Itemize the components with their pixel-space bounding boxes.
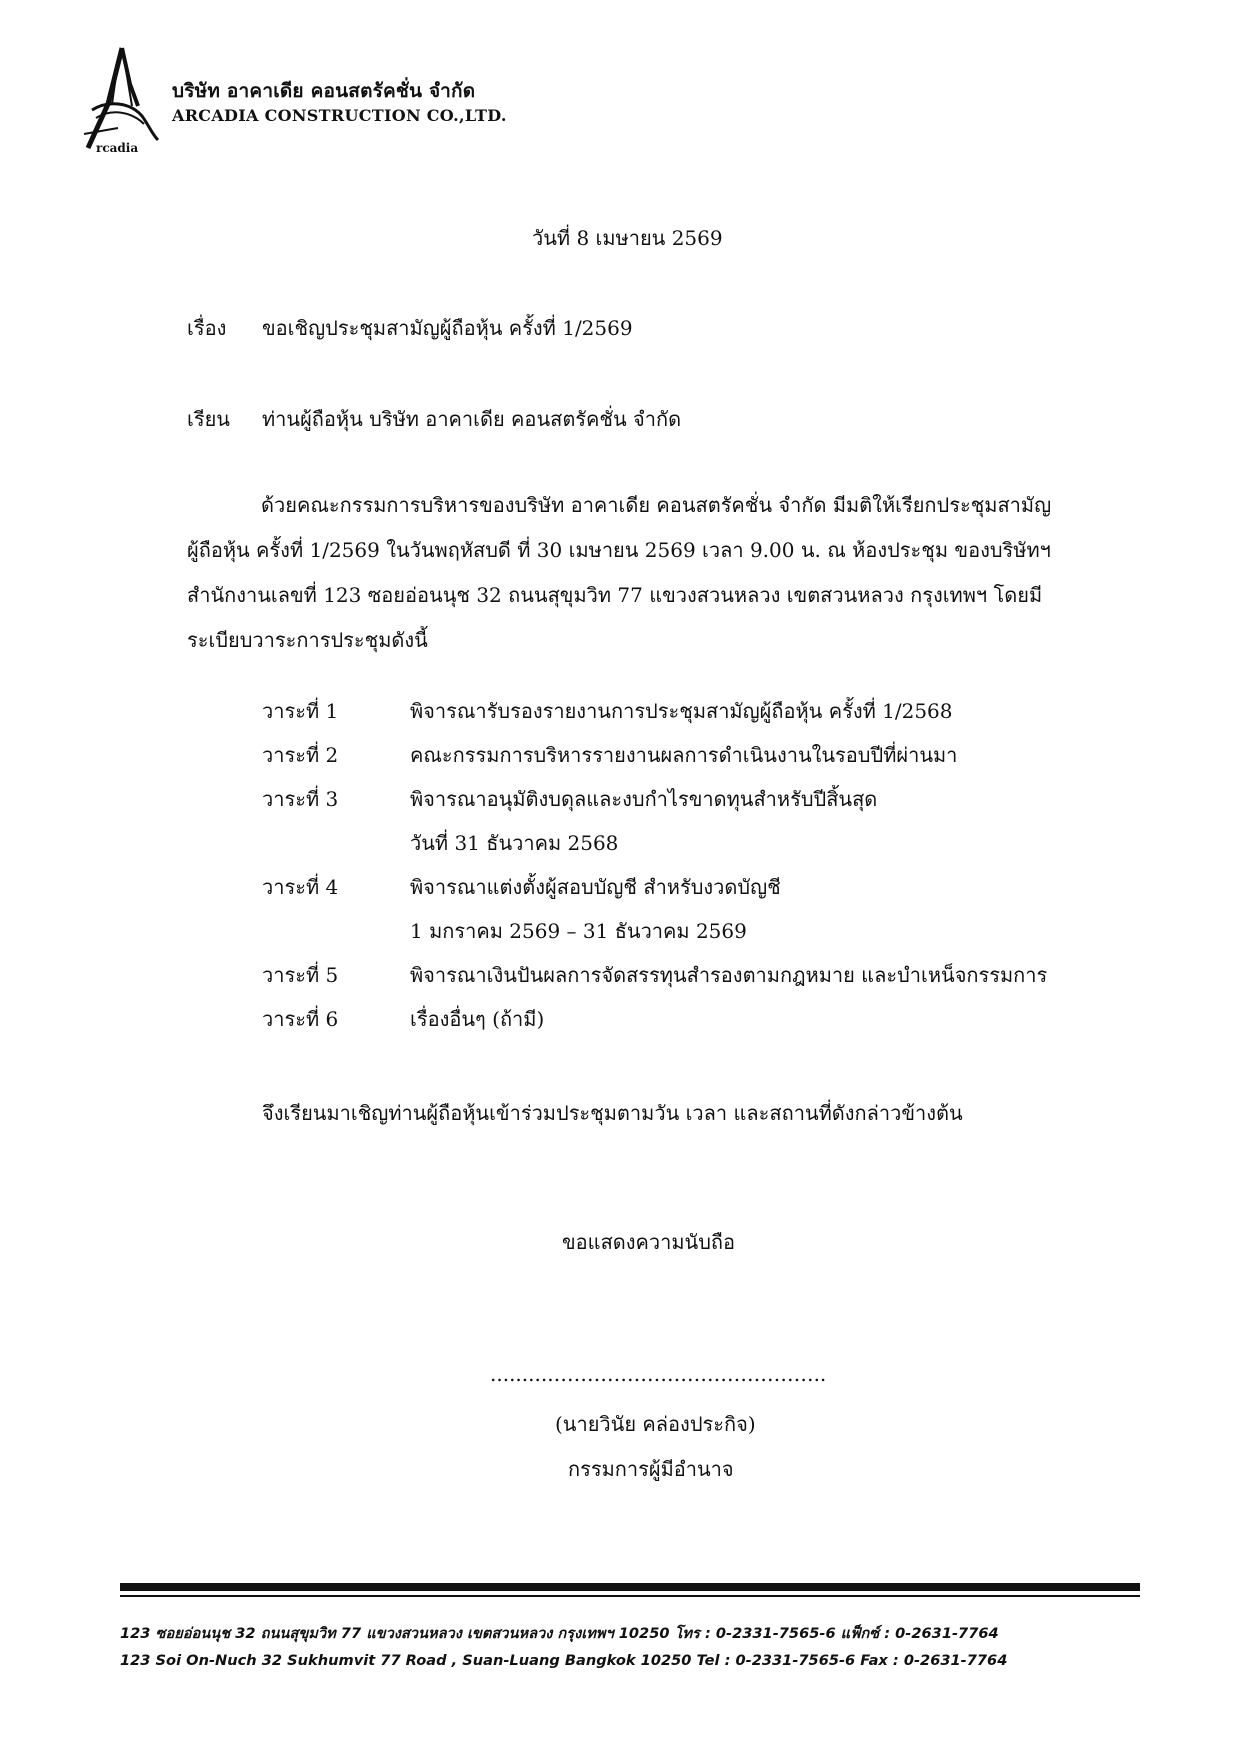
agenda-text: พิจารณารับรองรายงานการประชุมสามัญผู้ถือหุ้น ครั้งที่ 1/2568 — [410, 699, 953, 723]
footer-address-english: 123 Soi On-Nuch 32 Sukhumvit 77 Road , Suan-Luang Bangkok 10250 Tel : 0-2331-7565-6 Fax : 0-2631-7764 — [120, 1652, 1008, 1669]
footer-divider-thin — [120, 1595, 1140, 1597]
company-name-english: ARCADIA CONSTRUCTION CO.,LTD. — [172, 106, 507, 125]
agenda-text: พิจารณาเงินปันผลการจัดสรรทุนสำรองตามกฎหมาย และบำเหน็จกรรมการ — [410, 963, 1048, 987]
agenda-text: พิจารณาแต่งตั้งผู้สอบบัญชี สำหรับงวดบัญชี — [410, 875, 781, 899]
arcadia-logo-icon — [78, 44, 168, 156]
agenda-text: คณะกรรมการบริหารรายงานผลการดำเนินงานในรอบปีที่ผ่านมา — [410, 743, 958, 767]
agenda-item — [262, 959, 1122, 1003]
agenda-label: วาระที่ 1 — [262, 699, 339, 723]
agenda-subtext: 1 มกราคม 2569 – 31 ธันวาคม 2569 — [410, 919, 747, 943]
body-line: ผู้ถือหุ้น ครั้งที่ 1/2569 ในวันพฤหัสบดี ที่ 30 เมษายน 2569 เวลา 9.00 น. ณ ห้องประชุม ของบริษัทฯ — [187, 538, 1051, 562]
footer-divider-thick — [120, 1583, 1140, 1591]
company-logo — [78, 44, 168, 156]
agenda-item — [262, 695, 1122, 739]
recipient-label: เรียน — [187, 407, 230, 431]
agenda-subtext: วันที่ 31 ธันวาคม 2568 — [410, 831, 619, 855]
body-line: ด้วยคณะกรรมการบริหารของบริษัท อาคาเดีย คอนสตรัคชั่น จำกัด มีมติให้เรียกประชุมสามัญ — [261, 493, 1052, 517]
footer-address-thai: 123 ซอยอ่อนนุช 32 ถนนสุขุมวิท 77 แขวงสวนหลวง เขตสวนหลวง กรุงเทพฯ 10250 โทร : 0-2331-7565-6 แฟ็กซ์ : 0-2631-7764 — [120, 1625, 999, 1642]
agenda-item — [262, 783, 1122, 871]
body-line: ระเบียบวาระการประชุมดังนี้ — [187, 628, 428, 652]
agenda-item — [262, 1003, 1122, 1047]
agenda-list — [262, 695, 1122, 1047]
company-name-thai: บริษัท อาคาเดีย คอนสตรัคชั่น จำกัด — [172, 80, 476, 102]
signer-title: กรรมการผู้มีอำนาจ — [568, 1457, 734, 1481]
letter-date: วันที่ 8 เมษายน 2569 — [532, 226, 723, 250]
signer-name: (นายวินัย คล่องประกิจ) — [555, 1412, 756, 1436]
svg-text:rcadia: rcadia — [96, 141, 139, 155]
agenda-label: วาระที่ 4 — [262, 875, 339, 899]
subject-label: เรื่อง — [187, 316, 227, 340]
agenda-text: พิจารณาอนุมัติงบดุลและงบกำไรขาดทุนสำหรับปีสิ้นสุด — [410, 787, 878, 811]
agenda-label: วาระที่ 3 — [262, 787, 339, 811]
agenda-label: วาระที่ 5 — [262, 963, 339, 987]
closing-paragraph: จึงเรียนมาเชิญท่านผู้ถือหุ้นเข้าร่วมประชุมตามวัน เวลา และสถานที่ดังกล่าวข้างต้น — [262, 1101, 963, 1125]
agenda-item — [262, 739, 1122, 783]
body-paragraph — [187, 483, 1087, 663]
agenda-item — [262, 871, 1122, 959]
recipient-text: ท่านผู้ถือหุ้น บริษัท อาคาเดีย คอนสตรัคชั่น จำกัด — [262, 407, 682, 431]
regards: ขอแสดงความนับถือ — [562, 1230, 736, 1254]
signature-line: ..........………………………………….. — [490, 1362, 827, 1386]
agenda-label: วาระที่ 2 — [262, 743, 339, 767]
agenda-text: เรื่องอื่นๆ (ถ้ามี) — [410, 1007, 545, 1031]
agenda-label: วาระที่ 6 — [262, 1007, 339, 1031]
subject-text: ขอเชิญประชุมสามัญผู้ถือหุ้น ครั้งที่ 1/2569 — [262, 316, 633, 340]
body-line: สำนักงานเลขที่ 123 ซอยอ่อนนุช 32 ถนนสุขุมวิท 77 แขวงสวนหลวง เขตสวนหลวง กรุงเทพฯ โดยมี — [187, 583, 1043, 607]
